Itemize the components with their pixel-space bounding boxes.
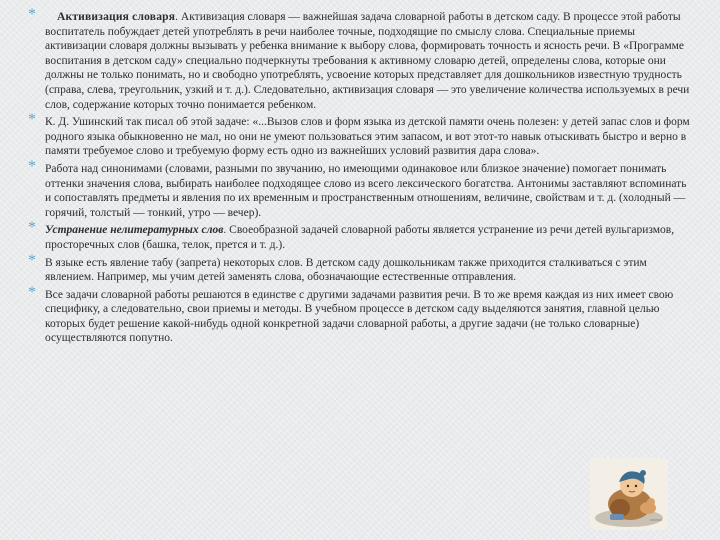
paragraph-text: Все задачи словарной работы решаются в единстве с другими задачами развития речи. В то же время каждая из них имеет свою специфику, а следовательно, свои приемы и методы. В учебном процессе в детском саду выделяются занятия, главной целью которых будет решение какой-нибудь одной конкретной задачи словарной работы, а другие задачи (не только словарные) осуществляются попутно. xyxy=(45,288,674,345)
paragraph-lead: Активизация словаря xyxy=(57,11,176,23)
paragraph-text: . Своеобразной задачей словарной работы является устранение из речи детей вульгаризмов, просторечных слов (башка, телок, прется и т. д.). xyxy=(45,224,675,251)
child-illustration-icon xyxy=(590,458,668,530)
paragraph-vocabulary-activation xyxy=(28,6,692,112)
paragraph-text: К. Д. Ушинский так писал об этой задаче: «...Вызов слов и форм языка из детской памяти очень полезен: у детей запас слов и форм родного языка обыкновенно не мал, но они не умеют пользоваться этим запасом, и вот этот-то навык отыскивать быстро и верно в памяти требуемое слово и требуемую форму есть одно из важнейших условий развития дара слова». xyxy=(45,116,690,158)
bullet-star-icon: * xyxy=(28,6,36,23)
child-with-toy-illustration xyxy=(590,458,668,530)
paragraph-nonliterary xyxy=(28,219,692,252)
paragraph-lead: Устранение нелитературных слов xyxy=(45,224,224,237)
paragraph-text: В языке есть явление табу (запрета) некоторых слов. В детском саду дошкольникам также приходится сталкиваться с этим явлением. Например, мы учим детей заменять слова, обозначающие естественные отправления. xyxy=(45,256,647,284)
bullet-star-icon: * xyxy=(28,111,36,129)
paragraph-text: Работа над синонимами (словами, разными по звучанию, но имеющими одинаковое или близкое значение) помогает понимать оттенки значения слова, выбирать наиболее подходящее слово из всего лексического богатства. Антонимы заставляют вспоминать и сопоставлять предметы и явления по их временным и пространственным отношениям, величине, свойствам и т. д. (холодный — горячий, толстый — тонкий, утро — вечер). xyxy=(45,162,687,219)
paragraph-all-tasks xyxy=(28,283,692,346)
paragraph-synonyms xyxy=(28,157,692,220)
slide-body xyxy=(28,6,692,349)
bullet-star-icon: * xyxy=(28,157,36,175)
paragraph-ushinsky xyxy=(28,111,692,159)
paragraph-text: . Активизация словаря — важнейшая задача словарной работы в детском саду. В процессе этой работы воспитатель побуждает детей употреблять в речи наиболее точные, подходящие по смыслу слова. Специальные приемы активизации словаря должны вызывать у ребенка внимание к выбору слова, формировать точность и ясность речи. В «Программе воспитания в детском саду» специально подчеркнуты требования к активному словарю детей, определены слова, которые они должны не только понимать, но и свободно употреблять, усвоение которых представляет для дошкольников известную трудность (справа, слева, треугольник, узкий и т. д.). Следовательно, активизация словаря — это увеличение количества используемых в речи слов, содержание которых точно понимается ребенком. xyxy=(45,11,690,111)
bullet-star-icon: * xyxy=(28,251,36,269)
paragraph-taboo xyxy=(28,251,692,285)
bullet-star-icon: * xyxy=(28,283,36,301)
bullet-star-icon: * xyxy=(28,219,36,237)
